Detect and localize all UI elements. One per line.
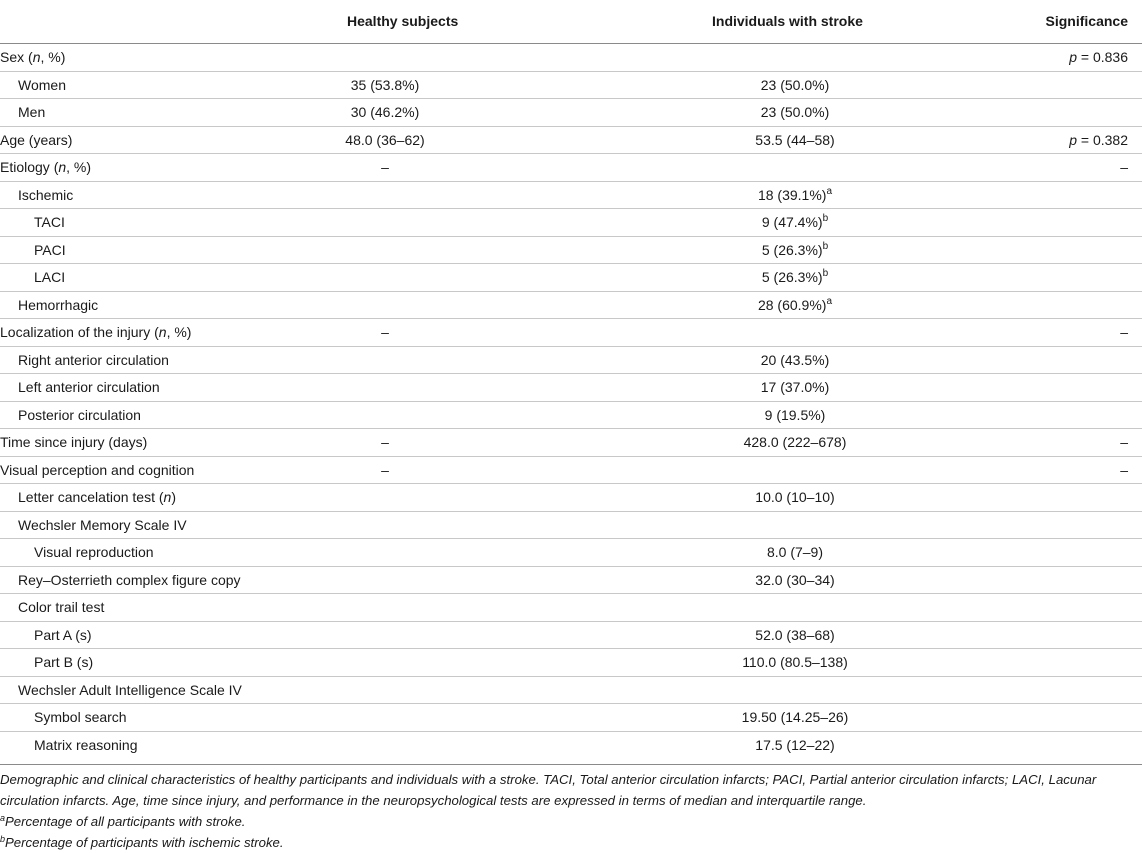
stroke-value: 20 (43.5%): [760, 351, 830, 368]
stroke-value: 53.5 (44–58): [755, 131, 835, 148]
row-label: Men: [18, 104, 46, 120]
row-label: PACI: [34, 241, 66, 258]
row-label: Part B (s): [34, 654, 94, 670]
table-row-color-trail: [0, 593, 1142, 621]
significance-value: –: [1120, 461, 1128, 478]
healthy-value: 48.0 (36–62): [345, 131, 425, 148]
stroke-value: 10.0 (10–10): [755, 489, 835, 505]
stroke-value: 5 $(26.3\%)^b$: [761, 268, 829, 285]
table-row-hemorrhagic: [0, 291, 1142, 319]
healthy-value: 30 (46.2%): [350, 104, 420, 120]
table-row-taci: [0, 208, 1142, 236]
row-label: Time since injury (days): [0, 434, 148, 450]
table-row-visual-perception: [0, 456, 1142, 484]
table-row-time-since-injury: [0, 428, 1142, 456]
row-label: Right anterior circulation: [18, 351, 169, 368]
row-label: Visual perception and cognition: [0, 461, 195, 478]
healthy-value: –: [381, 159, 389, 175]
row-label: Letter cancelation test (n): [18, 489, 176, 505]
row-label: Hemorrhagic: [18, 296, 99, 313]
row-label: Age (years): [0, 131, 73, 148]
stroke-value: 52.0 (38–68): [755, 626, 835, 643]
stroke-value: 32.0 (30–34): [755, 571, 835, 588]
row-label: LACI: [34, 269, 66, 285]
row-label: Left anterior circulation: [18, 379, 160, 395]
healthy-value: 35 (53.8%): [350, 76, 420, 93]
row-label: Localization of the injury (n, %): [0, 324, 192, 340]
stroke-value: 110.0 (80.5–138): [742, 654, 848, 670]
table-row-part-b: [0, 648, 1142, 676]
table-body: [0, 44, 1142, 758]
row-label: TACI: [34, 214, 65, 230]
healthy-value: –: [381, 434, 389, 450]
table-row-ischemic: [0, 181, 1142, 209]
table-row-part-a: [0, 621, 1142, 649]
stroke-value: 8.0 (7–9): [766, 544, 824, 560]
row-label: Sex (n, %): [0, 49, 66, 65]
table-row-paci: [0, 236, 1142, 264]
significance-value: p = 0.836: [1069, 49, 1128, 65]
row-label: Part A (s): [34, 626, 92, 643]
row-label: Color trail test: [18, 599, 105, 615]
table-header: [0, 0, 1142, 44]
stroke-value: 28 $(60.9\%)^a$: [757, 295, 833, 313]
row-label: Posterior circulation: [18, 406, 141, 423]
row-label: Rey–Osterrieth complex figure copy: [18, 571, 241, 588]
row-label: Symbol search: [34, 709, 127, 725]
table-row-sex: [0, 44, 1142, 71]
table-row-men: [0, 98, 1142, 126]
row-label: Wechsler Memory Scale IV: [18, 516, 187, 533]
row-label: Women: [18, 76, 66, 93]
row-label: Visual reproduction: [34, 544, 154, 560]
healthy-value: –: [381, 324, 389, 340]
footnote-a: $^a$Percentage of all participants with stroke.: [0, 813, 246, 829]
stroke-value: 428.0 (222–678): [743, 434, 847, 450]
stroke-value: 18 $(39.1\%)^a$: [757, 185, 833, 203]
row-label: Matrix reasoning: [34, 736, 138, 753]
healthy-value: –: [381, 461, 389, 478]
table-row-laci: [0, 263, 1142, 291]
significance-value: –: [1120, 159, 1128, 175]
header-healthy-subjects: Healthy subjects: [347, 13, 459, 29]
stroke-value: 9 $(47.4\%)^b$: [761, 213, 829, 230]
table-row-rey-osterrieth: [0, 566, 1142, 594]
row-label: Ischemic: [18, 186, 74, 203]
stroke-value: 5 $(26.3\%)^b$: [761, 240, 829, 258]
table-row-left-anterior: [0, 373, 1142, 401]
row-label: Wechsler Adult Intelligence Scale IV: [18, 681, 242, 698]
stroke-value: 23 (50.0%): [760, 104, 830, 120]
significance-value: –: [1120, 434, 1128, 450]
table-row-wechsler-adult: [0, 676, 1142, 704]
stroke-value: 19.50 (14.25–26): [741, 709, 849, 725]
stroke-value: 17 (37.0%): [760, 379, 830, 395]
table-row-letter-cancelation: [0, 483, 1142, 511]
table-row-posterior: [0, 401, 1142, 429]
stroke-value: 9 (19.5%): [764, 406, 826, 423]
footnote-b: $^b$Percentage of participants with ischemic stroke.: [0, 834, 284, 850]
header-individuals-with-stroke: Individuals with stroke: [712, 13, 863, 29]
table-row-matrix-reasoning: [0, 731, 1142, 759]
row-label: Etiology (n, %): [0, 159, 92, 175]
table-row-etiology: [0, 153, 1142, 181]
table-row-visual-reproduction: [0, 538, 1142, 566]
table-notes: [0, 765, 1142, 853]
significance-value: –: [1120, 324, 1128, 340]
stroke-value: 17.5 (12–22): [755, 736, 835, 753]
table-row-right-anterior: [0, 346, 1142, 374]
stroke-value: 23 (50.0%): [760, 76, 830, 93]
table-row-symbol-search: [0, 703, 1142, 731]
table-row-age: [0, 126, 1142, 154]
table-row-wechsler-memory: [0, 511, 1142, 539]
significance-value: p = 0.382: [1069, 131, 1128, 148]
table-row-women: [0, 71, 1142, 99]
table-caption: Demographic and clinical characteristics of healthy participants and individuals with a stroke. TACI, Total anterior circulation infarcts; PACI, Partial anterior circulation infarcts; LACI, Lacunar circulation infarcts. Age, time since injury, and performance in the neuropsychological tests are expressed in terms of median and interquartile range.: [0, 772, 1097, 808]
table-row-localization: [0, 318, 1142, 346]
header-significance: Significance: [1045, 13, 1128, 29]
